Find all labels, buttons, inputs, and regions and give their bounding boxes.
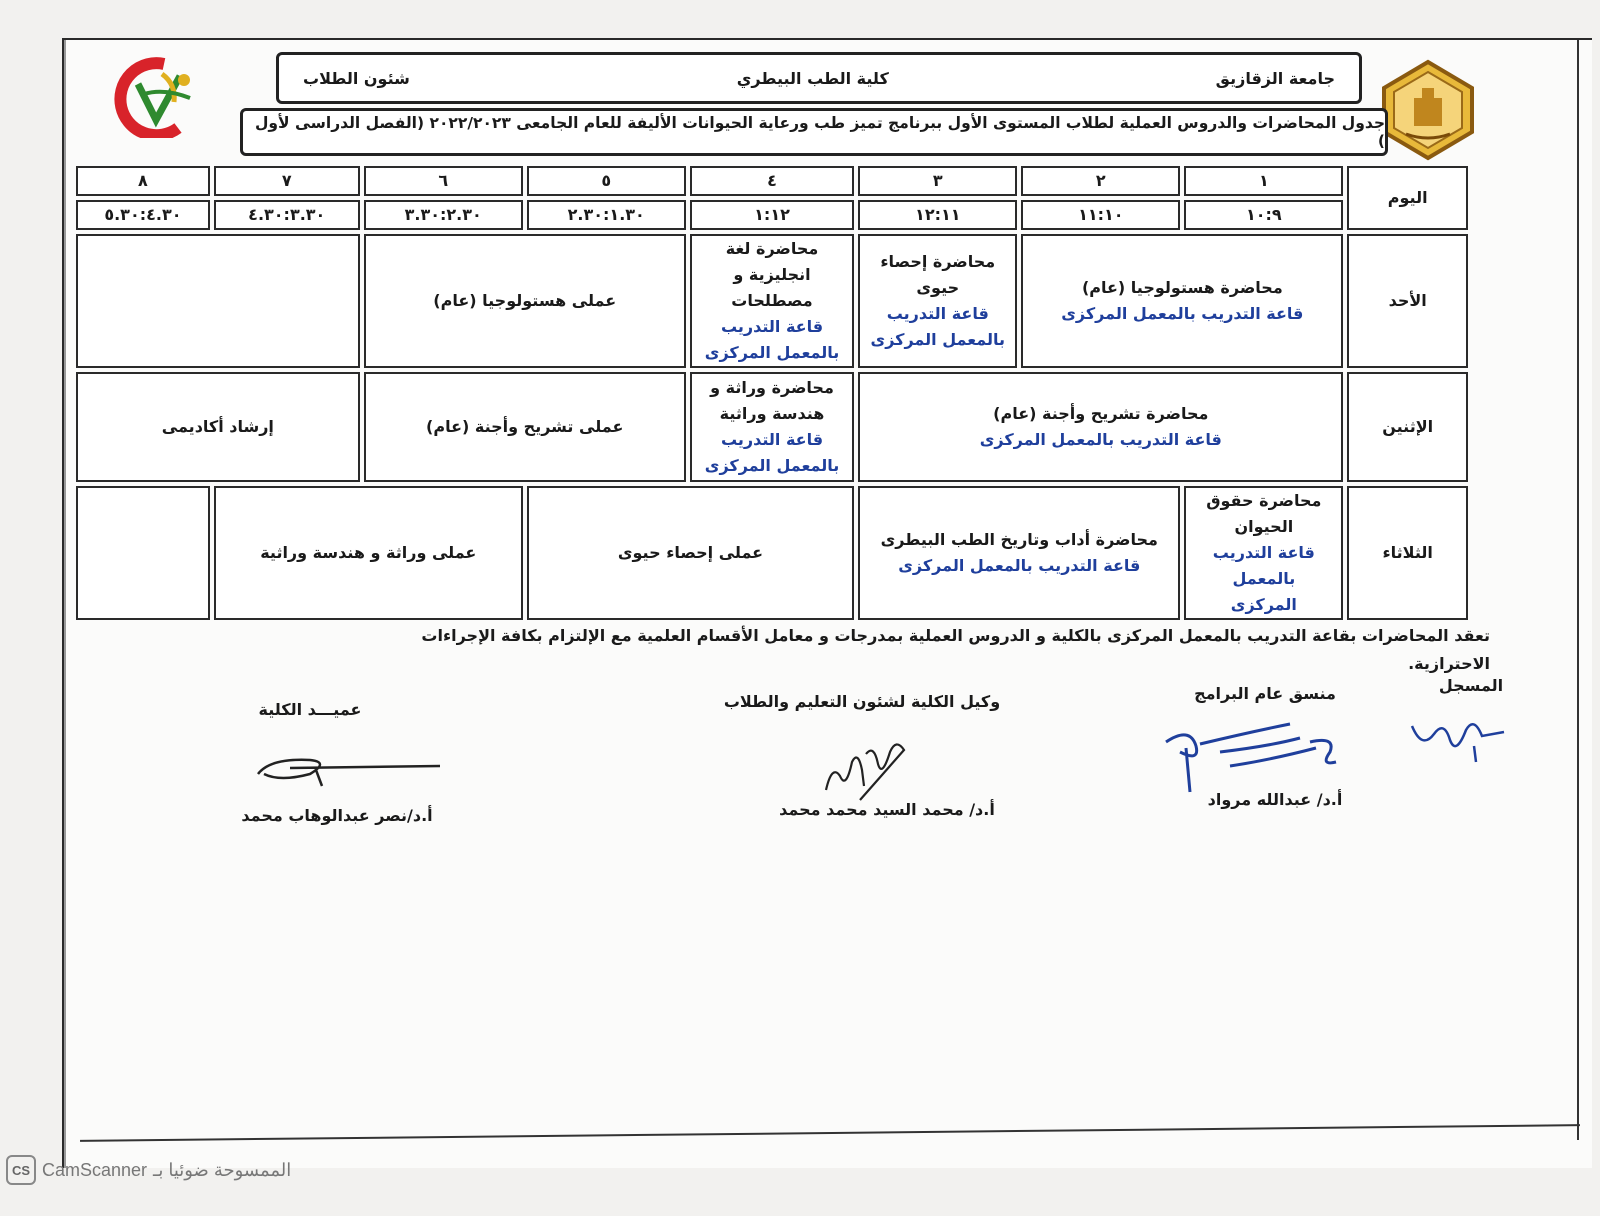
- header-box: [276, 52, 1362, 104]
- cell-line: محاضرة هستولوجيا (عام): [1081, 278, 1283, 297]
- tuesday-empty-cell: [76, 486, 210, 620]
- room-label: قاعة التدريب بالمعمل المركزى: [979, 430, 1222, 449]
- registrar-signature: [1404, 706, 1514, 766]
- vice-dean-name: أ.د/ محمد السيد محمد محمد: [779, 800, 995, 819]
- sunday-histology-lecture: [1021, 234, 1343, 368]
- monday-genetics-lecture: [690, 372, 855, 482]
- camscanner-app: CamScanner: [42, 1159, 148, 1180]
- cell-line: انجليزية و: [733, 265, 811, 284]
- monday-anatomy-practical: عملى تشريح وأجنة (عام): [364, 372, 686, 482]
- monday-anatomy-lecture: [858, 372, 1343, 482]
- period-time: ١١:١٠: [1021, 200, 1180, 230]
- faculty-logo: [104, 54, 208, 138]
- period-time: ١٢:١١: [858, 200, 1017, 230]
- room-label: بالمعمل المركزى: [704, 343, 840, 362]
- room-label: المركزى: [1230, 595, 1297, 614]
- period-number: ٥: [527, 166, 686, 196]
- day-header: اليوم: [1347, 166, 1468, 230]
- period-number: ١: [1184, 166, 1343, 196]
- coordinator-title: منسق عام البرامج: [1194, 684, 1336, 703]
- period-number: ٤: [690, 166, 855, 196]
- sunday-empty-cell: [76, 234, 360, 368]
- dean-name: أ.د/نصر عبدالوهاب محمد: [241, 806, 433, 825]
- room-label: قاعة التدريب: [720, 430, 824, 449]
- department-name: شئون الطلاب: [303, 68, 410, 88]
- tuesday-genetics-practical: عملى وراثة و هندسة وراثية: [214, 486, 523, 620]
- room-label: قاعة التدريب بالمعمل المركزى: [1061, 304, 1304, 323]
- vice-dean-title: وكيل الكلية لشئون التعليم والطلاب: [723, 692, 1001, 711]
- day-label-sunday: الأحد: [1347, 234, 1468, 368]
- coordinator-signature: [1160, 712, 1360, 796]
- period-number: ٨: [76, 166, 210, 196]
- camscanner-watermark: [6, 1154, 291, 1186]
- cell-line: محاضرة تشريح وأجنة (عام): [993, 404, 1209, 423]
- cell-line: حيوى: [916, 278, 960, 297]
- monday-academic-advising: إرشاد أكاديمى: [76, 372, 360, 482]
- cell-line: محاضرة أداب وتاريخ الطب البيطرى: [880, 530, 1158, 549]
- room-label: قاعة التدريب بالمعمل المركزى: [898, 556, 1141, 575]
- period-time: ٣.٣٠:٢.٣٠: [364, 200, 523, 230]
- room-label: قاعة التدريب بالمعمل: [1212, 543, 1315, 588]
- period-time: ٤.٣٠:٣.٣٠: [214, 200, 360, 230]
- schedule-note: تعقد المحاضرات بقاعة التدريب بالمعمل المركزى بالكلية و الدروس العملية بمدرجات و معامل الأقسام العلمية مع الإلتزام بكافة الإجراءات الاحترازية.: [421, 626, 1490, 673]
- period-number: ٢: [1021, 166, 1180, 196]
- sunday-english-lecture: [690, 234, 855, 368]
- registrar-title: المسجل: [1438, 676, 1504, 695]
- cell-line: هندسة وراثية: [719, 404, 825, 423]
- room-label: بالمعمل المركزى: [870, 330, 1005, 349]
- period-time: ١٠:٩: [1184, 200, 1343, 230]
- cell-line: محاضرة إحصاء: [880, 252, 996, 271]
- camscanner-icon: CS: [6, 1155, 36, 1185]
- room-label: قاعة التدريب: [886, 304, 989, 323]
- schedule-title: جدول المحاضرات والدروس العملية لطلاب المستوى الأول ببرنامج تميز طب ورعاية الحيوانات الأليفة للعام الجامعى ٢٠٢٢/٢٠٢٣ (الفصل الدراسى لأول ): [254, 114, 1385, 150]
- faculty-name: كلية الطب البيطري: [736, 68, 889, 88]
- room-label: قاعة التدريب: [720, 317, 824, 336]
- cell-line: محاضرة وراثة و: [710, 378, 834, 397]
- day-label-monday: الإثنين: [1347, 372, 1468, 482]
- cell-line: مصطلحات: [731, 291, 813, 310]
- coordinator-name: أ.د/ عبدالله مرواد: [1207, 790, 1343, 809]
- day-label-tuesday: الثلاثاء: [1347, 486, 1468, 620]
- page-right-edge: [1577, 40, 1579, 1140]
- dean-title: عميـــد الكلية: [258, 700, 362, 719]
- cell-line: محاضرة حقوق: [1206, 491, 1322, 510]
- period-number: ٧: [214, 166, 360, 196]
- schedule-table: [72, 162, 1472, 624]
- room-label: بالمعمل المركزى: [704, 456, 840, 475]
- vice-dean-signature: [820, 724, 930, 804]
- period-number: ٦: [364, 166, 523, 196]
- sunday-histology-practical: عملى هستولوجيا (عام): [364, 234, 686, 368]
- tuesday-ethics-lecture: [858, 486, 1180, 620]
- period-time: ٢.٣٠:١.٣٠: [527, 200, 686, 230]
- period-time: ١:١٢: [690, 200, 855, 230]
- tuesday-animal-rights-lecture: [1184, 486, 1343, 620]
- dean-signature: [250, 748, 450, 792]
- tuesday-biostat-practical: عملى إحصاء حيوى: [527, 486, 855, 620]
- university-seal: [1380, 58, 1476, 162]
- period-time: ٥.٣٠:٤.٣٠: [76, 200, 210, 230]
- cell-line: الحيوان: [1234, 517, 1294, 536]
- sunday-biostat-lecture: [858, 234, 1017, 368]
- schedule-title-box: [240, 108, 1388, 156]
- cell-line: محاضرة لغة: [725, 239, 819, 258]
- camscanner-text: الممسوحة ضوئيا بـ: [153, 1159, 292, 1180]
- period-number: ٣: [858, 166, 1017, 196]
- university-name: جامعة الزقازيق: [1215, 68, 1335, 88]
